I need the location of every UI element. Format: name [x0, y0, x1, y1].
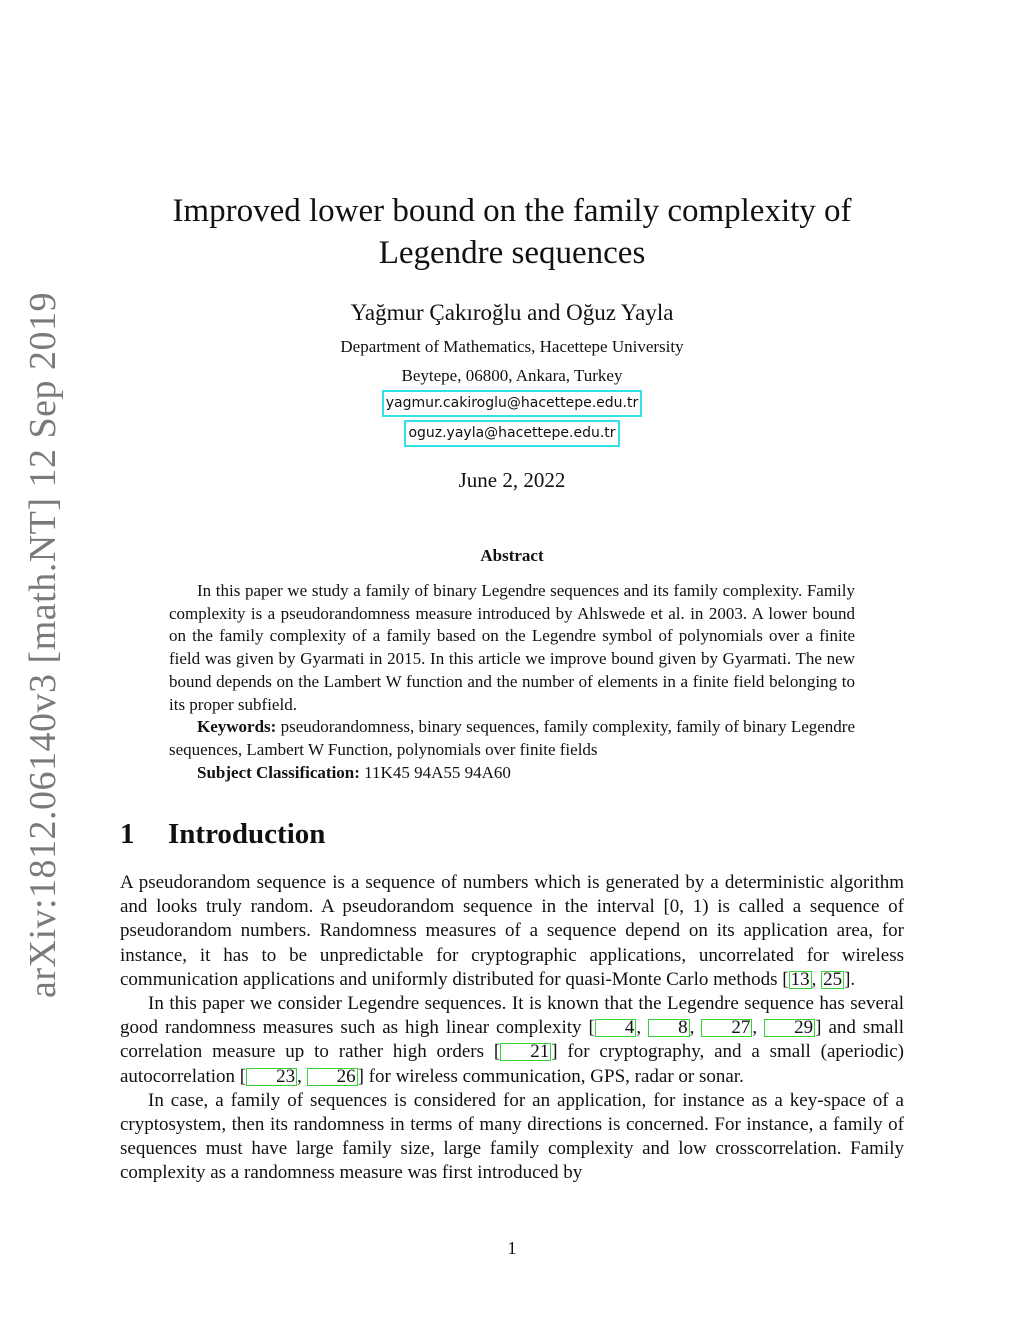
author-names: Yağmur Çakıroğlu and Oğuz Yayla [350, 300, 674, 325]
citation-link[interactable]: 8 [648, 1019, 690, 1037]
intro-p1-end: ]. [844, 968, 856, 990]
section-number: 1 [120, 818, 135, 850]
intro-paragraph-3: In case, a family of sequences is considered for an application, for instance as a key-space of a cryptosystem, then its randomness in terms of many directions is concerned. For instance, a family of sequences must have large family size, large family complexity and low crosscorrelation. Family complexity as a randomness measure was first introduced by [120, 1089, 904, 1184]
title-line-2: Legendre sequences [378, 235, 646, 271]
paper-date: June 2, 2022 [458, 468, 566, 492]
subject-codes: 11K45 94A55 94A60 [364, 762, 511, 782]
paper-title [120, 190, 904, 274]
subject-line [169, 762, 855, 785]
email-link-yayla[interactable]: oguz.yayla@hacettepe.edu.tr [404, 420, 619, 447]
keywords-line [169, 716, 855, 761]
section-title: Introduction [168, 818, 326, 850]
intro-p2-text-b: ] and small correlation measure up to rather high orders [ [120, 1017, 905, 1063]
page-number: 1 [507, 1238, 517, 1258]
section-heading-introduction [120, 818, 325, 851]
subject-label: Subject Classification: [197, 762, 360, 782]
abstract-body [169, 580, 855, 784]
intro-p2-text-d: ] for wireless communication, GPS, radar or sonar. [357, 1065, 744, 1087]
citation-link[interactable]: 23 [246, 1068, 297, 1086]
keywords-label: Keywords: [197, 717, 277, 737]
email-link-cakiroglu[interactable]: yagmur.cakiroglu@hacettepe.edu.tr [382, 390, 643, 417]
abstract-heading: Abstract [480, 546, 544, 565]
arxiv-side-stamp [22, 291, 64, 999]
intro-paragraph-2: In this paper we consider Legendre sequences. It is known that the Legendre sequence has several good randomness measures such as high linear complexity [ 4 , 8 , 27 , 29 ] and small correlation measure up to rather high orders [ 21 ] for cryptography, and a small (aperiodic) autocorrelation [ 23 , 26 ] for wireless communication, GPS, radar or sonar. [120, 993, 905, 1087]
affiliation-address: Beytepe, 06800, Ankara, Turkey [401, 366, 623, 385]
keywords-text: pseudorandomness, binary sequences, family complexity, family of binary Legendre sequences, Lambert W Function, polynomials over finite fields [169, 717, 855, 759]
intro-p2-text-a: In this paper we consider Legendre sequences. It is known that the Legendre sequence has several good randomness measures such as high linear complexity [ [120, 993, 904, 1039]
citation-link[interactable]: 13 [790, 968, 810, 990]
email-row-2 [120, 420, 904, 447]
citation-link[interactable]: 4 [595, 1019, 637, 1037]
citation-link[interactable]: 25 [823, 968, 843, 990]
citation-link[interactable]: 21 [500, 1043, 551, 1061]
citation-link[interactable]: 29 [764, 1019, 815, 1037]
introduction-body [120, 871, 904, 1186]
citation-link[interactable]: 27 [701, 1019, 752, 1037]
intro-p1-text: A pseudorandom sequence is a sequence of numbers which is generated by a deterministic algorithm and looks truly random. A pseudorandom sequence in the interval [0, 1) is called a sequence of pseudorandom numbers. Randomness measures of a sequence depend on its application area, for instance, it has to be unpredictable for cryptographic applications, uncorrelated for wireless communication applications and uniformly distributed for quasi-Monte Carlo methods [ [120, 872, 904, 990]
abstract-paragraph: In this paper we study a family of binary Legendre sequences and its family complexity. Family complexity is a pseudorandomness measure introduced by Ahlswede et al. in 2003. A lower bound on the family complexity of a family based on the Legendre symbol of polynomials over a finite field was given by Gyarmati in 2015. In this article we improve bound given by Gyarmati. The new bound depends on the Lambert W function and the number of elements in a finite field belonging to its proper subfield. [169, 581, 855, 714]
intro-p2-text-c: ] for cryptography, and a small (aperiodic) autocorrelation [ [120, 1041, 904, 1087]
citation-link[interactable]: 26 [307, 1068, 358, 1086]
title-line-1: Improved lower bound on the family complexity of [172, 193, 852, 229]
affiliation-department: Department of Mathematics, Hacettepe University [340, 337, 684, 356]
email-row-1 [120, 390, 904, 417]
intro-paragraph-1: A pseudorandom sequence is a sequence of numbers which is generated by a deterministic algorithm and looks truly random. A pseudorandom sequence in the interval [0, 1) is called a sequence of pseudorandom numbers. Randomness measures of a sequence depend on its application area, for instance, it has to be unpredictable for cryptographic applications, uncorrelated for wireless communication applications and uniformly distributed for quasi-Monte Carlo methods [ 13 , 25 ]. [120, 872, 904, 990]
arxiv-identifier: arXiv:1812.06140v3 [math.NT] 12 Sep 2019 [22, 291, 64, 999]
